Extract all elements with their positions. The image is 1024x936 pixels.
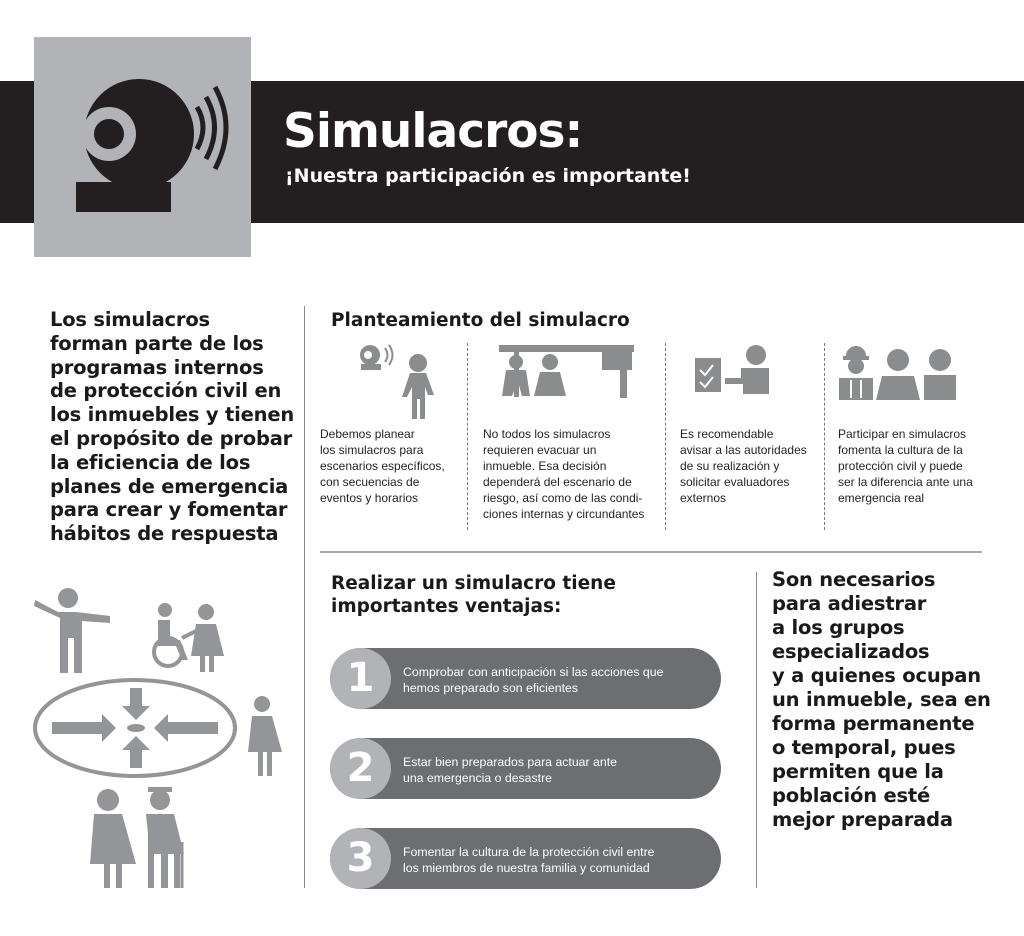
plan-item-4-text: Participar en simulacros fomenta la cultura de la protección civil y puede ser la diferencia ante una emergencia real	[838, 427, 973, 505]
people-under-desk-icon	[494, 340, 639, 429]
advantage-number: 1	[330, 648, 391, 709]
page-subtitle: ¡Nuestra participación es importante!	[285, 165, 691, 187]
advantage-pill-2	[330, 738, 721, 799]
section-divider	[320, 551, 982, 553]
column-divider	[304, 306, 305, 888]
planteamiento-title: Planteamiento del simulacro	[331, 310, 630, 331]
advantage-pill-1	[330, 648, 721, 709]
advantage-text: Estar bien preparados para actuar ante una emergencia o desastre	[403, 755, 617, 785]
alarm-bell-icon	[34, 37, 251, 257]
advantage-text: Comprobar con anticipación si las acciones que hemos preparado son eficientes	[403, 665, 664, 695]
alarm-person-icon	[355, 340, 445, 429]
plan-item-1-text: Debemos planear los simulacros para escenarios específicos, con secuencias de eventos y horarios	[320, 427, 445, 505]
plan-item-2-text: No todos los simulacros requieren evacuar un inmueble. Esa decisión dependerá del escenario de riesgo, así como de las condi- ciones internas y circundantes	[483, 427, 645, 521]
page-title: Simulacros:	[283, 104, 583, 159]
meeting-point-people-icon	[30, 580, 300, 904]
intro-text: Los simulacros forman parte de los programas internos de protección civil en los inmuebles y tienen el propósito de probar la eficiencia de los planes de emergencia para crear y fomentar hábitos de respuesta	[50, 308, 295, 546]
civil-protection-group-icon	[834, 340, 964, 429]
advantage-text: Fomentar la cultura de la protección civil entre los miembros de nuestra familia y comunidad	[403, 845, 655, 875]
dashed-divider	[467, 343, 468, 530]
advantage-number: 3	[330, 828, 391, 889]
evaluator-icon	[693, 340, 773, 429]
dashed-divider	[665, 343, 666, 530]
dashed-divider	[824, 343, 825, 530]
advantage-number: 2	[330, 738, 391, 799]
ventajas-title: Realizar un simulacro tiene importantes ventajas:	[331, 573, 616, 617]
necesarios-text: Son necesarios para adiestrar a los grupos especializados y a quienes ocupan un inmueble, sea en forma permanente o temporal, pues permiten que la población esté mejor preparada	[772, 568, 991, 831]
column-divider	[756, 572, 757, 888]
plan-item-3-text: Es recomendable avisar a las autoridades de su realización y solicitar evaluadores externos	[680, 427, 807, 505]
advantage-pill-3	[330, 828, 721, 889]
